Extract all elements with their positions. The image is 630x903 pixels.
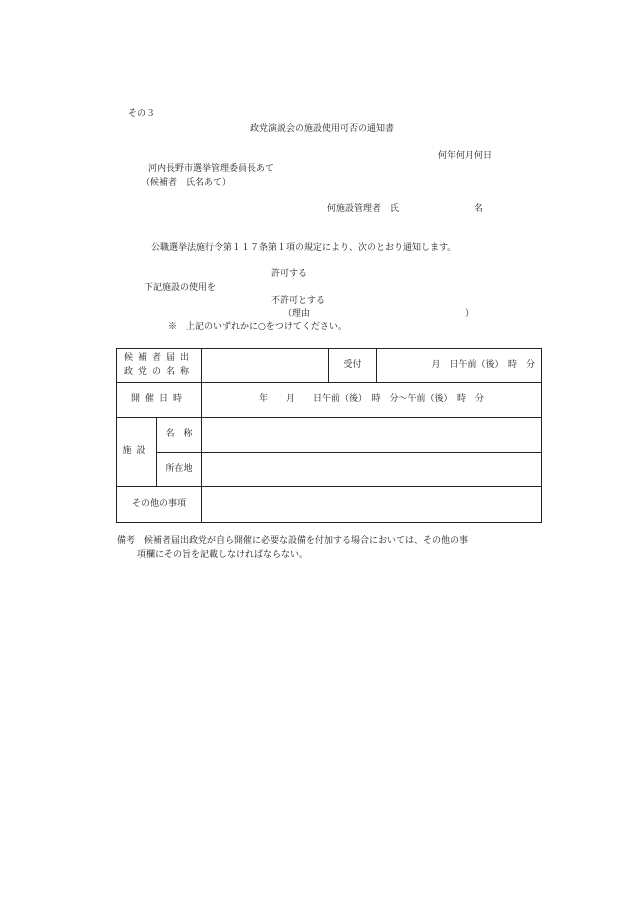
sender-name-suffix: 名 — [474, 204, 484, 214]
sender-manager: 何施設管理者 氏 — [327, 204, 400, 214]
instruction-note: ※ 上記のいずれかに○をつけてください。 — [168, 322, 347, 332]
intro-text: 公職選挙法施行令第１１７条第１項の規定により、次のとおり通知します。 — [151, 243, 457, 253]
received-label: 受付 — [329, 349, 377, 383]
form-table — [116, 348, 542, 523]
party-name-field[interactable] — [202, 349, 329, 383]
table-row — [117, 487, 542, 523]
facility-label: 施設 — [117, 418, 157, 487]
facility-name-field[interactable] — [202, 418, 542, 453]
party-label-line-2: 政党の名称 — [124, 366, 195, 377]
reason-close: ） — [465, 309, 475, 319]
other-items-label: その他の事項 — [117, 487, 202, 523]
addressee-line-1: 河内長野市選挙管理委員長あて — [148, 164, 275, 174]
remarks-line-2: 項欄にその旨を記載しなければならない。 — [137, 550, 309, 560]
datetime-label: 開催日時 — [117, 383, 202, 418]
option-deny: 不許可とする — [271, 296, 326, 306]
facility-location-field[interactable] — [202, 453, 542, 487]
form-number: その３ — [128, 109, 156, 119]
document-title: 政党演説会の施設使用可否の通知書 — [250, 124, 395, 134]
addressee-line-2: （候補者 氏名あて） — [141, 178, 232, 188]
other-items-field[interactable] — [202, 487, 542, 523]
table-row — [117, 418, 542, 453]
party-label-cell — [117, 349, 202, 383]
party-label-line-1: 候補者届出 — [124, 353, 195, 364]
document-date: 何年何月何日 — [438, 151, 493, 161]
datetime-value[interactable]: 年 月 日午前（後） 時 分～午前（後） 時 分 — [202, 383, 542, 418]
facility-location-label: 所在地 — [157, 453, 202, 487]
option-allow: 許可する — [271, 269, 308, 279]
table-row — [117, 349, 542, 383]
reason-open: （理由 — [283, 309, 311, 319]
facility-name-label: 名 称 — [157, 418, 202, 453]
table-row — [117, 383, 542, 418]
received-value[interactable]: 月 日午前（後） 時 分 — [377, 349, 542, 383]
subject-text: 下記施設の使用を — [144, 283, 217, 293]
table-row — [117, 453, 542, 487]
remarks-line-1: 備考 候補者届出政党が自ら開催に必要な設備を付加する場合においては、その他の事 — [117, 536, 469, 546]
